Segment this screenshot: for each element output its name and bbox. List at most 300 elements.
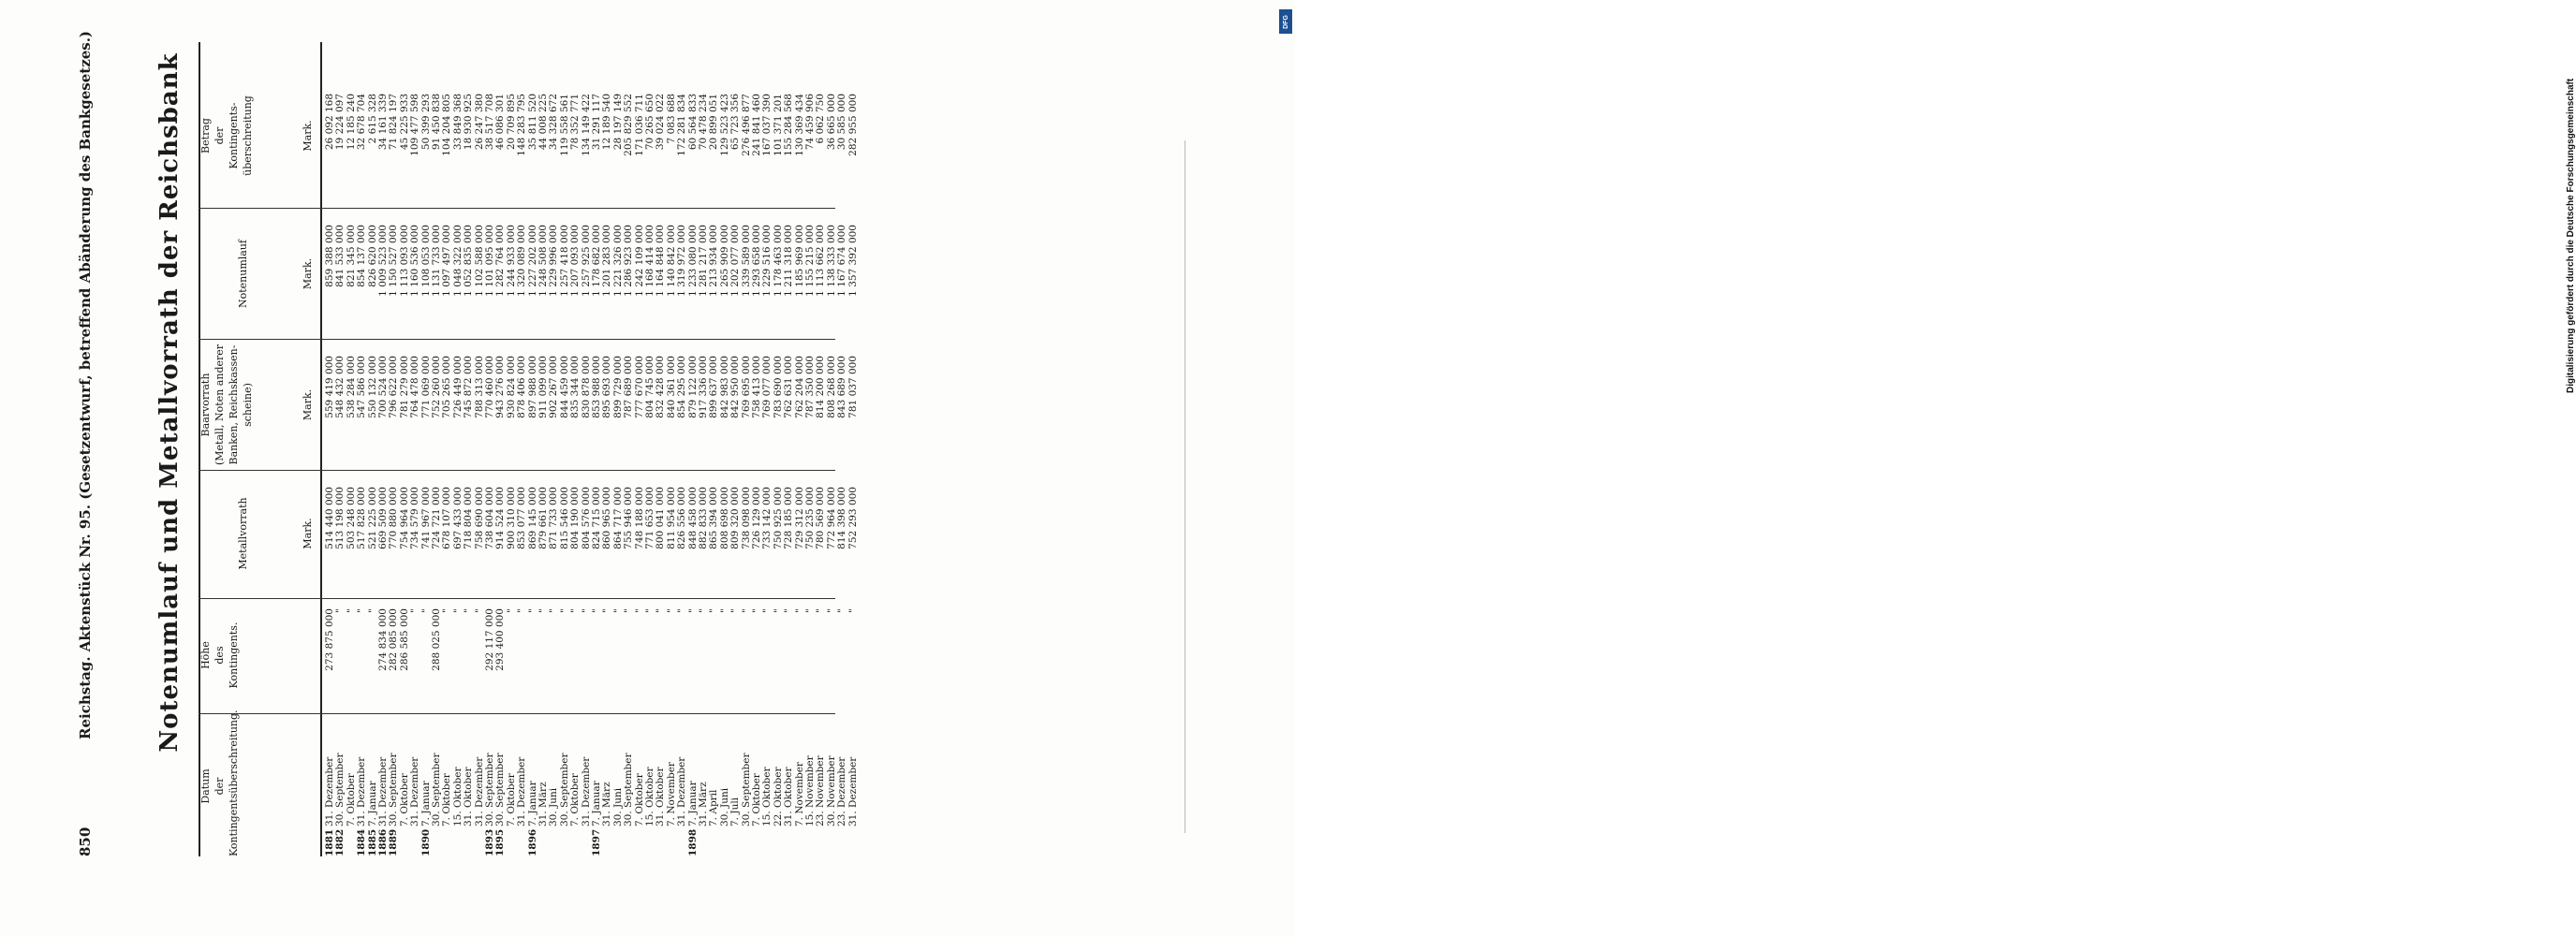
row-bar: 808 268 000 [825,356,837,418]
row-metall: 815 546 000 [558,487,570,549]
row-bar: 762 204 000 [793,356,805,418]
row-noten: 1 319 972 000 [676,225,688,297]
row-metall: 728 185 000 [783,487,795,549]
row-bar: 771 069 000 [420,356,432,418]
row-year: 1896 [526,828,538,856]
row-kontingent: " [356,608,368,613]
row-kontingent: " [366,608,378,613]
row-date: 30. September [558,753,570,826]
row-date: 30. September [431,753,442,826]
table-row [581,42,592,856]
row-year: 1881 [324,828,335,856]
row-noten: 841 533 000 [334,225,346,287]
row-betrag: 26 247 380 [473,94,485,151]
row-metall: 800 041 000 [655,487,667,549]
row-betrag: 155 284 568 [783,94,795,156]
table-row [453,42,464,856]
row-betrag: 26 092 168 [324,94,335,151]
row-metall: 718 804 000 [463,487,475,549]
row-date: 7. November [793,762,805,826]
row-betrag: 148 283 795 [516,94,528,156]
side-note-text: Digitalisierung gefördert durch die Deutsche Forschungsgemeinschaft [2566,78,2576,393]
header-date-line1: Datum [199,768,212,804]
table-row [762,42,773,856]
header-bar-line4: scheine) [242,383,254,427]
row-date: 30. September [334,753,346,826]
row-bar: 783 690 000 [772,356,784,418]
row-betrag: 65 723 356 [729,94,742,151]
table-row [613,42,624,856]
row-date: 31. Oktober [783,767,795,826]
row-bar: 830 878 000 [580,356,592,418]
row-bar: 781 279 000 [398,356,410,418]
table-row [346,42,357,856]
row-noten: 1 293 658 000 [751,225,762,297]
row-kontingent: " [846,608,859,613]
row-betrag: 36 665 000 [825,94,837,151]
table-row [570,42,581,856]
table-row [325,42,335,856]
row-bar: 769 695 000 [740,356,752,418]
row-metall: 755 946 000 [623,487,635,549]
row-noten: 1 131 733 000 [431,225,442,297]
row-date: 7. Januar [686,781,699,826]
header-date [199,709,318,856]
row-kontingent: " [409,608,421,613]
row-noten: 1 178 463 000 [772,225,784,297]
header-bar-line2: (Metall, Noten anderer [213,344,226,466]
table-row [784,42,794,856]
row-bar: 547 586 000 [356,356,368,418]
row-metall: 697 433 000 [451,487,464,549]
row-noten: 1 233 080 000 [686,225,699,297]
table-row [848,42,859,856]
row-date: 7. Januar [366,781,378,826]
row-bar: 917 336 000 [698,356,709,418]
row-bar: 781 037 000 [846,356,859,418]
row-metall: 809 320 000 [729,487,742,549]
table-row [677,42,687,856]
header-bar [199,342,318,468]
row-kontingent: " [676,608,688,613]
row-bar: 762 631 000 [783,356,795,418]
row-betrag: 171 036 711 [633,94,645,156]
row-year: 1890 [420,828,432,856]
row-bar: 843 689 000 [836,356,848,418]
table-row [602,42,612,856]
row-kontingent: " [580,608,592,613]
row-kontingent: " [655,608,667,613]
row-betrag: 78 352 771 [569,94,581,151]
row-date: 7. Januar [526,781,538,826]
row-noten: 1 113 662 000 [815,225,827,297]
table-row [624,42,634,856]
row-noten: 1 221 326 000 [611,225,624,297]
row-betrag: 20 709 895 [505,94,517,151]
row-kontingent: 288 025 000 [431,608,442,671]
row-noten: 1 178 682 000 [591,225,602,297]
row-kontingent: " [772,608,784,613]
row-kontingent: " [505,608,517,613]
row-metall: 914 524 000 [494,487,507,549]
table-row [805,42,816,856]
row-betrag: 172 281 834 [676,94,688,156]
row-metall: 853 077 000 [516,487,528,549]
row-kontingent: " [558,608,570,613]
row-date: 30. September [388,753,400,826]
row-metall: 754 964 000 [398,487,410,549]
row-date: 31. Oktober [463,767,475,826]
row-bar: 899 637 000 [708,356,720,418]
row-betrag: 134 149 422 [580,94,592,156]
row-date: 22. Oktober [772,767,784,826]
row-year: 1884 [356,828,368,856]
row-noten: 1 244 933 000 [505,225,517,297]
table-row [688,42,699,856]
row-noten: 1 229 996 000 [548,225,560,297]
table-row [699,42,709,856]
row-year: 1886 [377,828,389,856]
row-date: 31. Dezember [473,756,485,826]
row-kontingent: 282 085 000 [388,608,400,671]
header-kont-line2: des [213,646,226,665]
row-kontingent: " [729,608,742,613]
header-betrag-line2: der [213,126,226,145]
row-noten: 1 281 217 000 [698,225,709,297]
row-kontingent: " [751,608,762,613]
row-betrag: 101 371 201 [772,94,784,156]
row-kontingent: " [334,608,346,613]
header-kontingent [199,604,318,707]
row-noten: 1 282 764 000 [494,225,507,297]
row-betrag: 119 558 561 [558,94,570,156]
row-noten: 859 388 000 [324,225,335,287]
row-bar: 842 950 000 [729,356,742,418]
row-kontingent: " [441,608,453,613]
row-noten: 1 108 053 000 [420,225,432,297]
header-betrag-line1: Betrag [199,118,212,154]
row-bar: 764 478 000 [409,356,421,418]
row-metall: 752 293 000 [846,487,859,549]
header-date-line2: der [213,777,226,796]
row-date: 30. September [623,753,635,826]
row-metall: 521 225 000 [366,487,378,549]
row-metall: 514 440 000 [324,487,335,549]
row-noten: 1 286 923 000 [623,225,635,297]
row-date: 31. Dezember [676,756,688,826]
row-kontingent: " [451,608,464,613]
row-noten: 1 168 414 000 [644,225,655,297]
row-metall: 734 579 000 [409,487,421,549]
table-row [837,42,847,856]
running-title: Reichstag. Aktenstück Nr. 95. (Gesetzentwurf, betreffend Abänderung des Bankgesetzes.) [77,30,94,739]
row-noten: 854 137 000 [356,225,368,287]
row-kontingent: 293 400 000 [494,608,507,671]
row-kontingent: " [815,608,827,613]
row-betrag: 38 517 708 [484,94,495,151]
row-date: 7. Oktober [505,773,517,826]
row-year: 1889 [388,828,400,856]
table-row [410,42,420,856]
row-bar: 752 260 000 [431,356,442,418]
row-betrag: 45 225 933 [398,94,410,151]
row-metall: 864 717 000 [611,487,624,549]
row-date: 23. Dezember [836,756,848,826]
row-kontingent: " [698,608,709,613]
table-row [795,42,805,856]
row-date: 7. November [665,762,677,826]
header-betrag-line3: Kontingents- [228,102,240,169]
row-metall: 804 576 000 [580,487,592,549]
row-noten: 1 248 508 000 [537,225,549,297]
row-betrag: 39 024 022 [655,94,667,151]
row-betrag: 50 399 293 [420,94,432,151]
table-row [709,42,719,856]
row-metall: 738 098 000 [740,487,752,549]
row-kontingent: " [644,608,655,613]
row-betrag: 276 496 877 [740,94,752,156]
row-bar: 842 983 000 [718,356,730,418]
row-bar: 787 689 000 [623,356,635,418]
table-row [368,42,378,856]
table-row [507,42,517,856]
row-metall: 724 721 000 [431,487,442,549]
row-bar: 814 200 000 [815,356,827,418]
row-kontingent: " [516,608,528,613]
row-betrag: 241 841 460 [751,94,762,156]
row-date: 31. Dezember [324,756,335,826]
row-metall: 900 310 000 [505,487,517,549]
row-kontingent: " [345,608,357,613]
row-betrag: 12 189 540 [601,94,613,151]
row-bar: 879 122 000 [686,356,699,418]
row-date: 7. Oktober [633,773,645,826]
row-metall: 814 398 000 [836,487,848,549]
table-row [827,42,837,856]
row-kontingent: " [420,608,432,613]
row-kontingent: " [718,608,730,613]
row-bar: 835 344 000 [569,356,581,418]
row-betrag: 7 083 688 [665,94,677,144]
row-metall: 826 556 000 [676,487,688,549]
row-metall: 517 828 000 [356,487,368,549]
row-year: 1897 [591,828,602,856]
row-bar: 930 824 000 [505,356,517,418]
row-kontingent: " [537,608,549,613]
row-metall: 772 964 000 [825,487,837,549]
row-metall: 750 235 000 [804,487,816,549]
row-noten: 1 102 588 000 [473,225,485,297]
table-heading: Notenumlauf und Metallvorrath der Reichsbank [155,52,184,753]
row-betrag: 91 450 838 [431,94,442,151]
row-date: 7. Oktober [569,773,581,826]
row-bar: 899 729 000 [611,356,624,418]
row-noten: 1 257 418 000 [558,225,570,297]
row-betrag: 46 086 301 [494,94,507,151]
row-date: 7. Juli [729,797,742,826]
row-date: 31. Dezember [846,756,859,826]
header-betrag-unit: Mark. [302,120,314,152]
row-noten: 1 164 848 000 [655,225,667,297]
row-betrag: 31 291 117 [591,94,602,151]
row-kontingent: " [761,608,773,613]
row-kontingent: " [665,608,677,613]
row-noten: 1 155 215 000 [804,225,816,297]
row-metall: 748 188 000 [633,487,645,549]
row-metall: 503 248 000 [345,487,357,549]
row-betrag: 104 204 805 [441,94,453,156]
row-noten: 1 201 283 000 [601,225,613,297]
row-kontingent: " [708,608,720,613]
row-date: 30. September [740,753,752,826]
row-bar: 705 265 000 [441,356,453,418]
table-row [560,42,570,856]
row-metall: 758 690 000 [473,487,485,549]
table-row [752,42,762,856]
table-row [421,42,432,856]
row-betrag: 30 585 000 [836,94,848,151]
row-metall: 848 458 000 [686,487,699,549]
row-kontingent: 292 117 000 [484,608,495,671]
row-noten: 826 620 000 [366,225,378,287]
row-metall: 879 661 000 [537,487,549,549]
row-noten: 1 052 835 000 [463,225,475,297]
row-bar: 745 872 000 [463,356,475,418]
row-metall: 678 107 000 [441,487,453,549]
row-betrag: 70 478 234 [698,94,709,151]
row-year: 1893 [484,828,495,856]
row-metall: 738 604 000 [484,487,495,549]
table-row [432,42,442,856]
row-betrag: 130 369 434 [793,94,805,156]
table-row [528,42,538,856]
row-metall: 729 312 000 [793,487,805,549]
row-bar: 777 670 000 [633,356,645,418]
row-metall: 750 925 000 [772,487,784,549]
row-bar: 538 284 000 [345,356,357,418]
row-noten: 1 150 527 000 [388,225,400,297]
row-kontingent: " [783,608,795,613]
row-noten: 1 320 089 000 [516,225,528,297]
row-date: 31. Dezember [580,756,592,826]
row-betrag: 70 265 650 [644,94,655,151]
row-date: 30. September [494,753,507,826]
row-metall: 669 509 000 [377,487,389,549]
row-metall: 808 698 000 [718,487,730,549]
table-row [357,42,367,856]
row-bar: 559 419 000 [324,356,335,418]
row-kontingent: 273 875 000 [324,608,335,671]
row-date: 7. Januar [420,781,432,826]
row-metall: 824 715 000 [591,487,602,549]
row-date: 7. Oktober [345,773,357,826]
row-kontingent: " [740,608,752,613]
row-betrag: 282 955 000 [846,94,859,156]
row-kontingent: " [804,608,816,613]
header-bar-line3: Banken, Reichskassen- [228,344,240,465]
row-noten: 1 242 109 000 [633,225,645,297]
row-noten: 1 167 674 000 [836,225,848,297]
row-date: 31. Dezember [516,756,528,826]
header-betrag-line4: überschreitung [242,95,254,176]
row-date: 7. April [708,789,720,826]
row-bar: 796 622 000 [388,356,400,418]
row-kontingent: 274 834 000 [377,608,389,671]
row-bar: 548 432 000 [334,356,346,418]
header-rule [320,42,322,856]
row-noten: 1 207 093 000 [569,225,581,297]
row-betrag: 167 037 390 [761,94,773,156]
dfg-logo-text: DFG [1282,14,1289,29]
row-noten: 1 213 934 000 [708,225,720,297]
row-noten: 821 345 000 [345,225,357,287]
header-kont-line3: Kontingents. [228,622,240,689]
row-date: 15. November [804,755,816,826]
row-metall: 726 129 000 [751,487,762,549]
row-betrag: 74 459 906 [804,94,816,151]
row-kontingent: " [836,608,848,613]
row-betrag: 18 930 925 [463,94,475,151]
row-betrag: 71 824 197 [388,94,400,151]
row-kontingent: " [473,608,485,613]
row-kontingent: " [825,608,837,613]
row-kontingent: " [569,608,581,613]
row-bar: 853 988 000 [591,356,602,418]
row-date: 7. Januar [591,781,602,826]
row-metall: 770 880 000 [388,487,400,549]
table-row [635,42,645,856]
row-bar: 550 132 000 [366,356,378,418]
table-row [517,42,527,856]
row-bar: 854 295 000 [676,356,688,418]
row-metall: 771 653 000 [644,487,655,549]
row-metall: 780 569 000 [815,487,827,549]
row-noten: 1 048 322 000 [451,225,464,297]
row-kontingent: " [601,608,613,613]
row-noten: 1 101 095 000 [484,225,495,297]
row-betrag: 6 062 750 [815,94,827,144]
row-bar: 769 077 000 [761,356,773,418]
row-bar: 788 313 000 [473,356,485,418]
row-date: 31. März [698,782,709,826]
row-kontingent: " [463,608,475,613]
row-metall: 733 142 000 [761,487,773,549]
row-year: 1895 [494,828,507,856]
row-kontingent: " [526,608,538,613]
table-row [335,42,346,856]
row-betrag: 2 615 328 [366,94,378,144]
row-noten: 1 160 536 000 [409,225,421,297]
row-bar: 878 406 000 [516,356,528,418]
row-betrag: 19 224 097 [334,94,346,151]
table-row [549,42,559,856]
row-noten: 1 211 318 000 [783,225,795,297]
row-noten: 1 229 516 000 [761,225,773,297]
table-row [475,42,485,856]
row-bar: 726 449 000 [451,356,464,418]
header-metall-unit: Mark. [302,518,314,549]
header-kont-line1: Höhe [199,641,212,669]
row-date: 31. März [601,782,613,826]
row-noten: 1 097 497 000 [441,225,453,297]
row-date: 31. März [537,782,549,826]
row-bar: 770 460 000 [484,356,495,418]
row-date: 31. Oktober [655,767,667,826]
row-date: 31. Dezember [377,756,389,826]
table-row [655,42,666,856]
header-noten-unit: Mark. [302,257,314,290]
row-betrag: 205 829 552 [623,94,635,156]
